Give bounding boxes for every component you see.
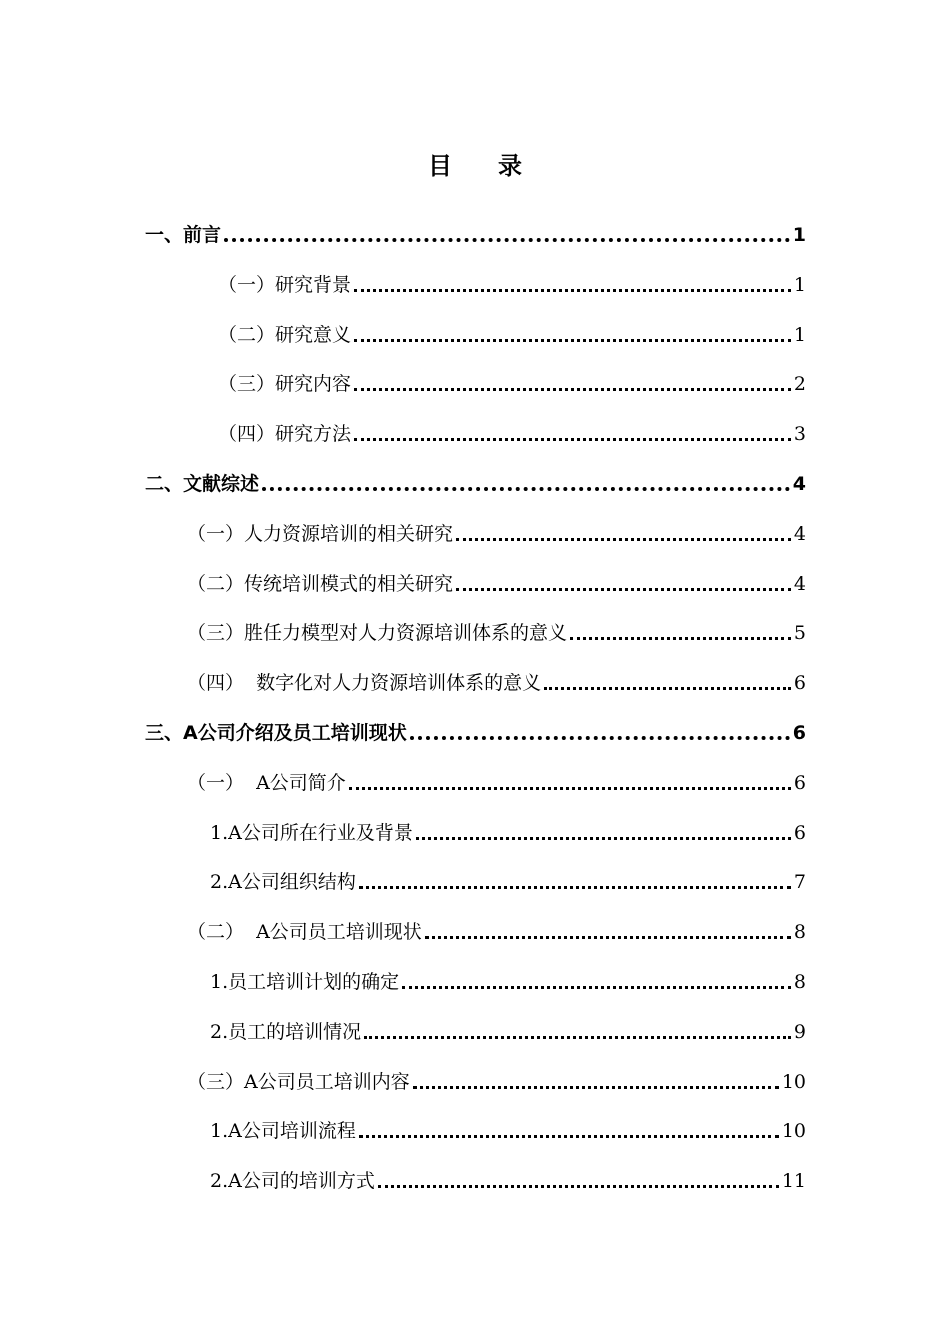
dot-leader: [359, 1135, 779, 1138]
dot-leader: [378, 1185, 779, 1188]
toc-entry-label: （一） A公司简介: [187, 772, 346, 794]
toc-entry[interactable]: [145, 220, 806, 250]
toc-entry[interactable]: [210, 1116, 806, 1146]
dot-leader: [413, 1086, 779, 1089]
dot-leader: [354, 438, 791, 441]
toc-entry-label: （一）人力资源培训的相关研究: [187, 523, 454, 545]
toc-entry-page-number: 1: [792, 224, 806, 246]
toc-entry[interactable]: [218, 270, 806, 300]
toc-entry-label: 2.A公司的培训方式: [210, 1170, 375, 1192]
toc-entry[interactable]: [210, 967, 806, 997]
toc-entry-page-number: 6: [793, 822, 806, 844]
toc-entry[interactable]: [145, 469, 806, 499]
toc-entry-label: 1.A公司所在行业及背景: [210, 822, 413, 844]
toc-entry[interactable]: [187, 569, 806, 599]
toc-entry-label: 2.A公司组织结构: [210, 871, 356, 893]
toc-entry-label: （四）研究方法: [218, 423, 352, 445]
toc-entry-label: 三、A公司介绍及员工培训现状: [145, 722, 407, 744]
toc-entry-page-number: 4: [792, 473, 806, 495]
toc-entry-page-number: 7: [793, 871, 806, 893]
toc-entry-page-number: 8: [793, 971, 806, 993]
dot-leader: [425, 936, 791, 939]
toc-entry-label: 2.员工的培训情况: [210, 1021, 362, 1043]
toc-entry[interactable]: [187, 917, 806, 947]
toc-entry[interactable]: [187, 519, 806, 549]
toc-entry-label: （二） A公司员工培训现状: [187, 921, 422, 943]
dot-leader: [416, 837, 791, 840]
toc-entry[interactable]: [218, 419, 806, 449]
dot-leader: [359, 886, 791, 889]
toc-entry[interactable]: [218, 369, 806, 399]
toc-entry-label: （三）胜任力模型对人力资源培训体系的意义: [187, 622, 568, 644]
toc-entry-label: 二、文献综述: [145, 473, 260, 495]
toc-entry[interactable]: [187, 1067, 806, 1097]
dot-leader: [364, 1036, 791, 1039]
dot-leader: [224, 238, 790, 242]
toc-entry-page-number: 6: [793, 772, 806, 794]
toc-entry-page-number: 1: [793, 324, 806, 346]
toc-entry[interactable]: [218, 320, 806, 350]
toc-entry-page-number: 8: [793, 921, 806, 943]
toc-entry-label: （三）研究内容: [218, 373, 352, 395]
toc-entry-page-number: 6: [793, 672, 806, 694]
toc-entry-label: （四） 数字化对人力资源培训体系的意义: [187, 672, 542, 694]
toc-entry-label: 1.员工培训计划的确定: [210, 971, 400, 993]
dot-leader: [456, 538, 791, 541]
toc-entry-page-number: 2: [793, 373, 806, 395]
toc-entry-label: （一）研究背景: [218, 274, 352, 296]
dot-leader: [544, 687, 791, 690]
toc-entry-page-number: 4: [793, 523, 806, 545]
toc-entry[interactable]: [145, 718, 806, 748]
dot-leader: [354, 289, 791, 292]
toc-entry-label: （三）A公司员工培训内容: [187, 1071, 410, 1093]
dot-leader: [349, 787, 791, 790]
toc-entry[interactable]: [210, 1166, 806, 1196]
dot-leader: [262, 487, 790, 491]
dot-leader: [570, 637, 791, 640]
toc-entry-page-number: 11: [781, 1170, 806, 1192]
toc-entry-label: 1.A公司培训流程: [210, 1120, 356, 1142]
toc-entry-label: （二）传统培训模式的相关研究: [187, 573, 454, 595]
dot-leader: [402, 986, 791, 989]
toc-entry-page-number: 10: [781, 1071, 806, 1093]
toc-entry-page-number: 3: [793, 423, 806, 445]
toc-entry[interactable]: [210, 867, 806, 897]
toc-entry-page-number: 10: [781, 1120, 806, 1142]
toc-entry[interactable]: [187, 618, 806, 648]
toc-entry-page-number: 5: [793, 622, 806, 644]
toc-entry-page-number: 1: [793, 274, 806, 296]
dot-leader: [354, 388, 791, 391]
dot-leader: [456, 588, 791, 591]
toc-entry-page-number: 4: [793, 573, 806, 595]
toc-entry[interactable]: [210, 818, 806, 848]
toc-title: 目录: [428, 152, 568, 180]
toc-entry[interactable]: [187, 668, 806, 698]
toc-entry-label: 一、前言: [145, 224, 222, 246]
toc-entry-label: （二）研究意义: [218, 324, 352, 346]
toc-entry[interactable]: [187, 768, 806, 798]
dot-leader: [410, 736, 790, 740]
toc-entry-page-number: 6: [792, 722, 806, 744]
toc-entry[interactable]: [210, 1017, 806, 1047]
dot-leader: [354, 339, 791, 342]
toc-entry-page-number: 9: [793, 1021, 806, 1043]
